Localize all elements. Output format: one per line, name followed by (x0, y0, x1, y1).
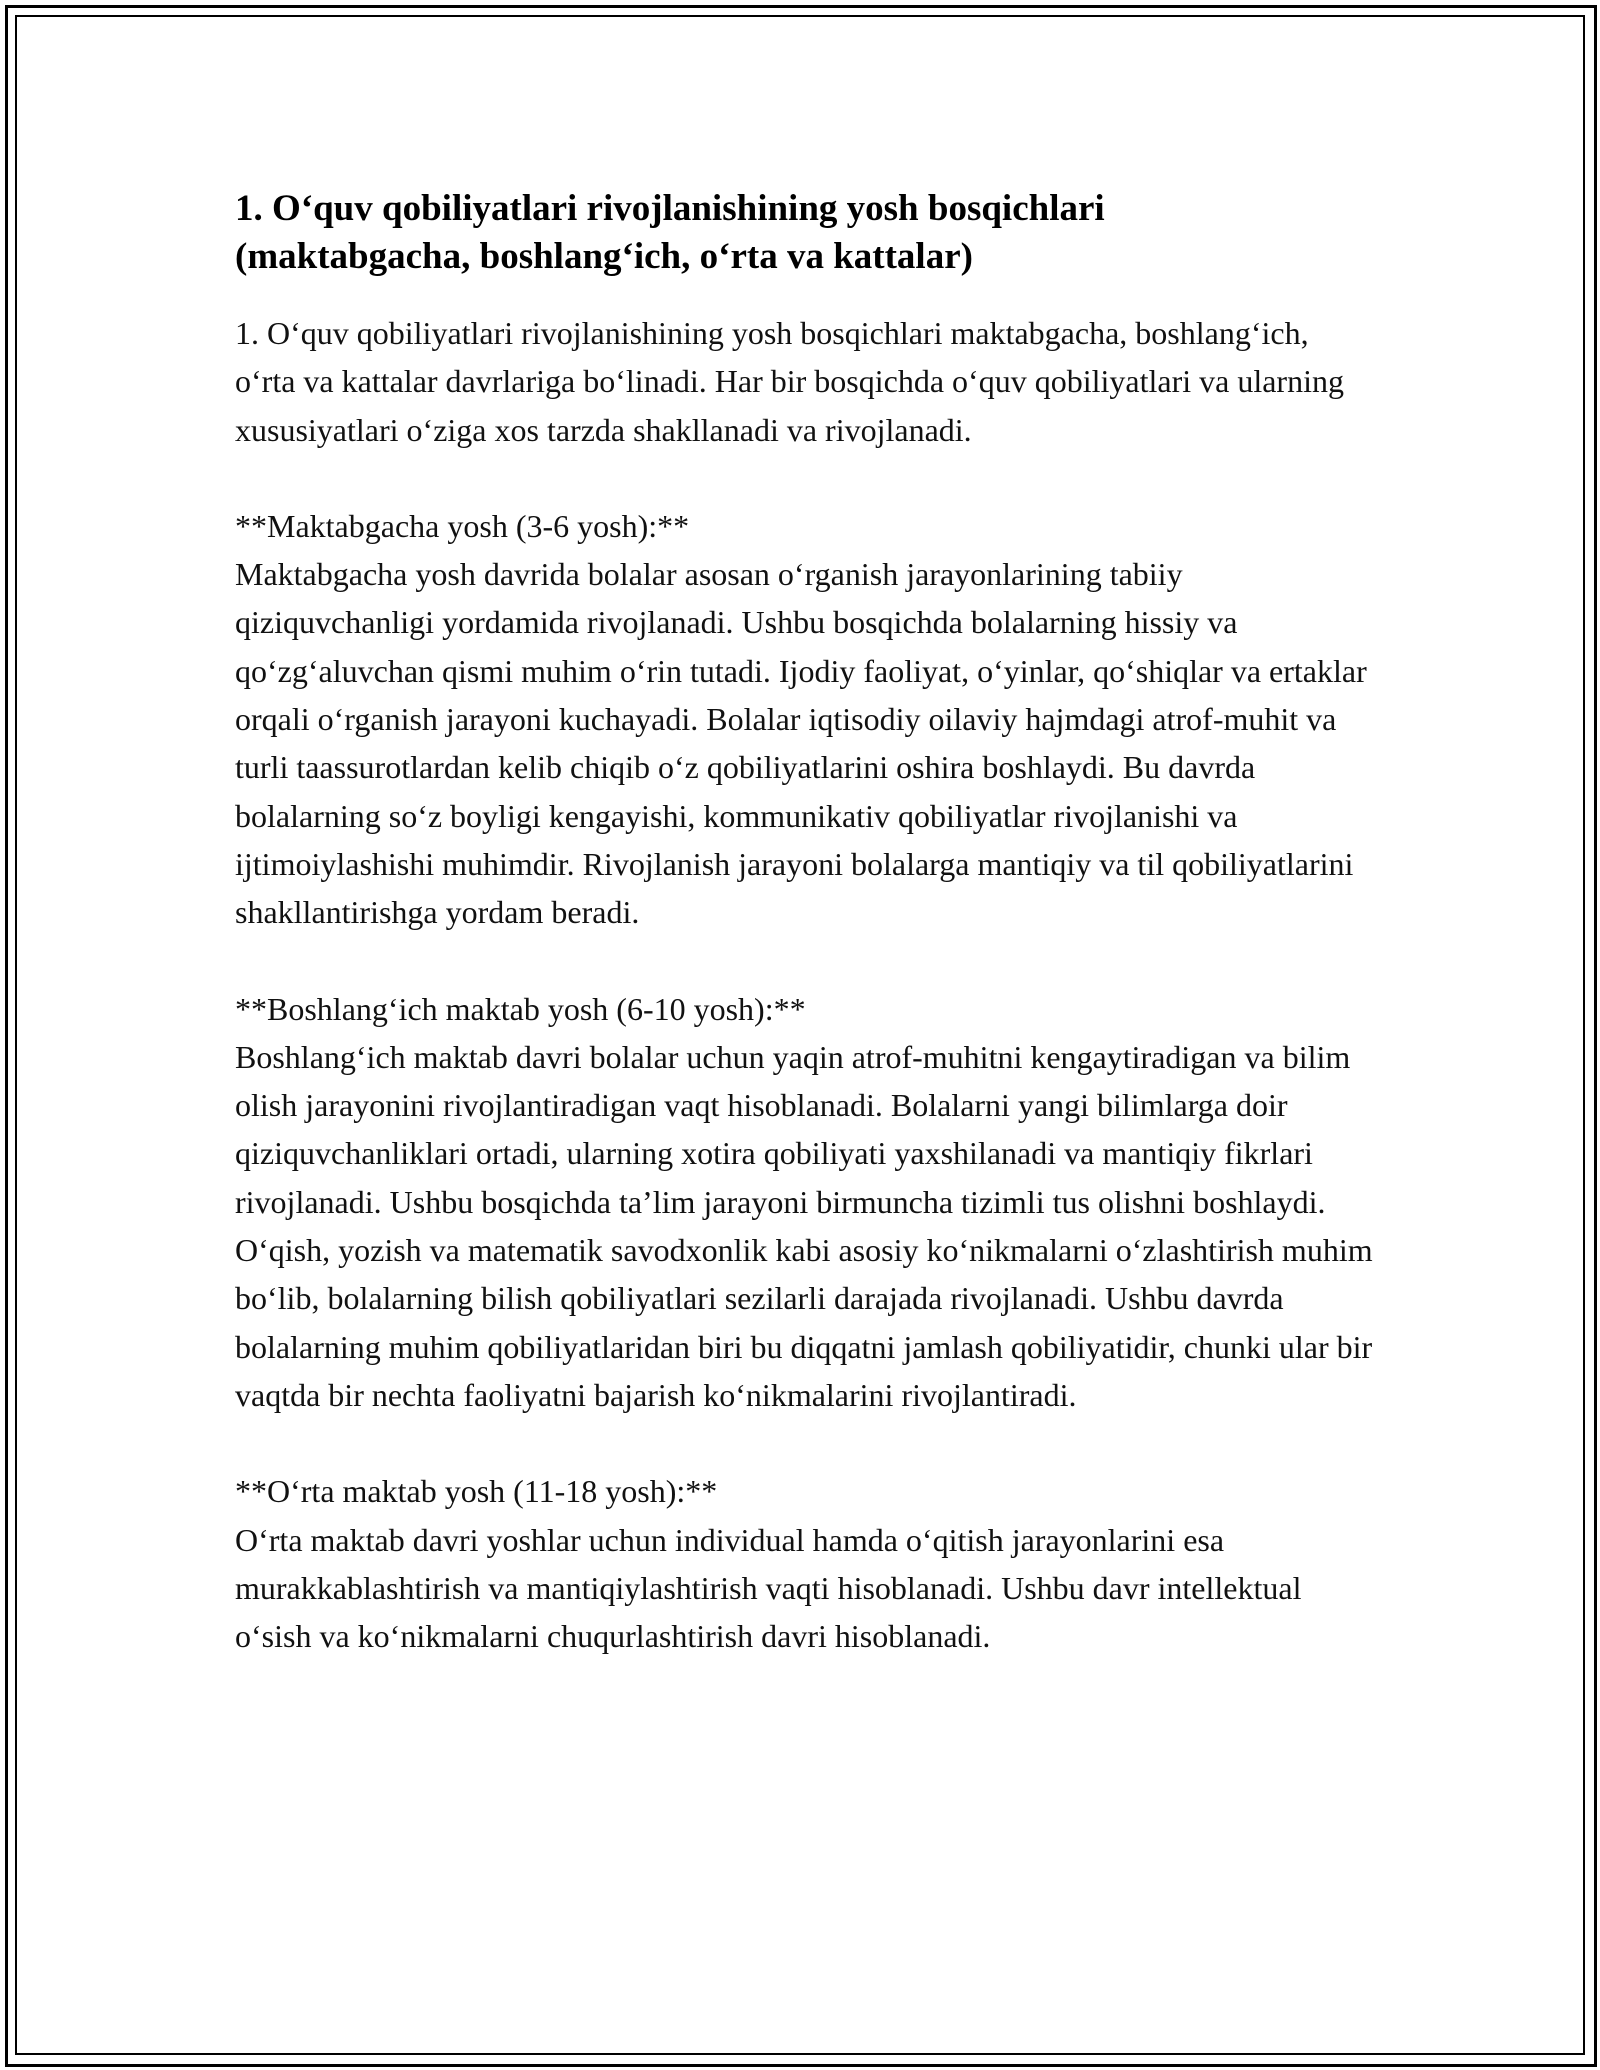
document-body (235, 309, 1375, 1660)
intro-paragraph: 1. O‘quv qobiliyatlari rivojlanishining yosh bosqichlari maktabgacha, boshlang‘ich, o‘rta va kattalar davrlariga bo‘linadi. Har bir bosqichda o‘quv qobiliyatlari va ularning xususiyatlari o‘ziga xos tarzda shakllanadi va rivojlanadi. (235, 315, 1344, 448)
heading-line-2: (maktabgacha, boshlang‘ich, o‘rta va kattalar) (235, 236, 973, 277)
section-text: O‘rta maktab davri yoshlar uchun individual hamda o‘qitish jarayonlarini esa murakkablashtirish va mantiqiylashtirish vaqti hisoblanadi. Ushbu davr intellektual o‘sish va ko‘nikmalarni chuqurlashtirish davri hisoblanadi. (235, 1521, 1302, 1655)
document-heading (235, 185, 1375, 281)
section-title: **Boshlang‘ich maktab yosh (6-10 yosh):** (235, 990, 806, 1027)
section-title: **Maktabgacha yosh (3-6 yosh):** (235, 507, 690, 544)
heading-line-1: 1. O‘quv qobiliyatlari rivojlanishining yosh bosqichlari (235, 188, 1105, 229)
section-primary-school (235, 985, 1375, 1420)
section-text: Maktabgacha yosh davrida bolalar asosan o‘rganish jarayonlarining tabiiy qiziquvchanligi yordamida rivojlanadi. Ushbu bosqichda bolalarning hissiy va qo‘zg‘aluvchan qismi muhim o‘rin tutadi. Ijodiy faoliyat, o‘yinlar, qo‘shiqlar va ertaklar orqali o‘rganish jarayoni kuchayadi. Bolalar iqtisodiy oilaviy hajmdagi atrof-muhit va turli taassurotlardan kelib chiqib o‘z qobiliyatlarini oshira boshlaydi. Bu davrda bolalarning so‘z boyligi kengayishi, kommunikativ qobiliyatlar rivojlanishi va ijtimoiylashishi muhimdir. Rivojlanish jarayoni bolalarga mantiqiy va til qobiliyatlarini shakllantirishga yordam beradi. (235, 556, 1367, 931)
section-secondary-school (235, 1467, 1375, 1660)
section-title: **O‘rta maktab yosh (11-18 yosh):** (235, 1473, 718, 1510)
section-preschool (235, 502, 1375, 937)
section-text: Boshlang‘ich maktab davri bolalar uchun yaqin atrof-muhitni kengaytiradigan va bilim olish jarayonini rivojlantiradigan vaqt hisoblanadi. Bolalarni yangi bilimlarga doir qiziquvchanliklari ortadi, ularning xotira qobiliyati yaxshilanadi va mantiqiy fikrlari rivojlanadi. Ushbu bosqichda ta’lim jarayoni birmuncha tizimli tus olishni boshlaydi. O‘qish, yozish va matematik savodxonlik kabi asosiy ko‘nikmalarni o‘zlashtirish muhim bo‘lib, bolalarning bilish qobiliyatlari sezilarli darajada rivojlanadi. Ushbu davrda bolalarning muhim qobiliyatlaridan biri bu diqqatni jamlash qobiliyatidir, chunki ular bir vaqtda bir nechta faoliyatni bajarish ko‘nikmalarini rivojlantiradi. (235, 1038, 1373, 1413)
document-page (235, 185, 1375, 1708)
